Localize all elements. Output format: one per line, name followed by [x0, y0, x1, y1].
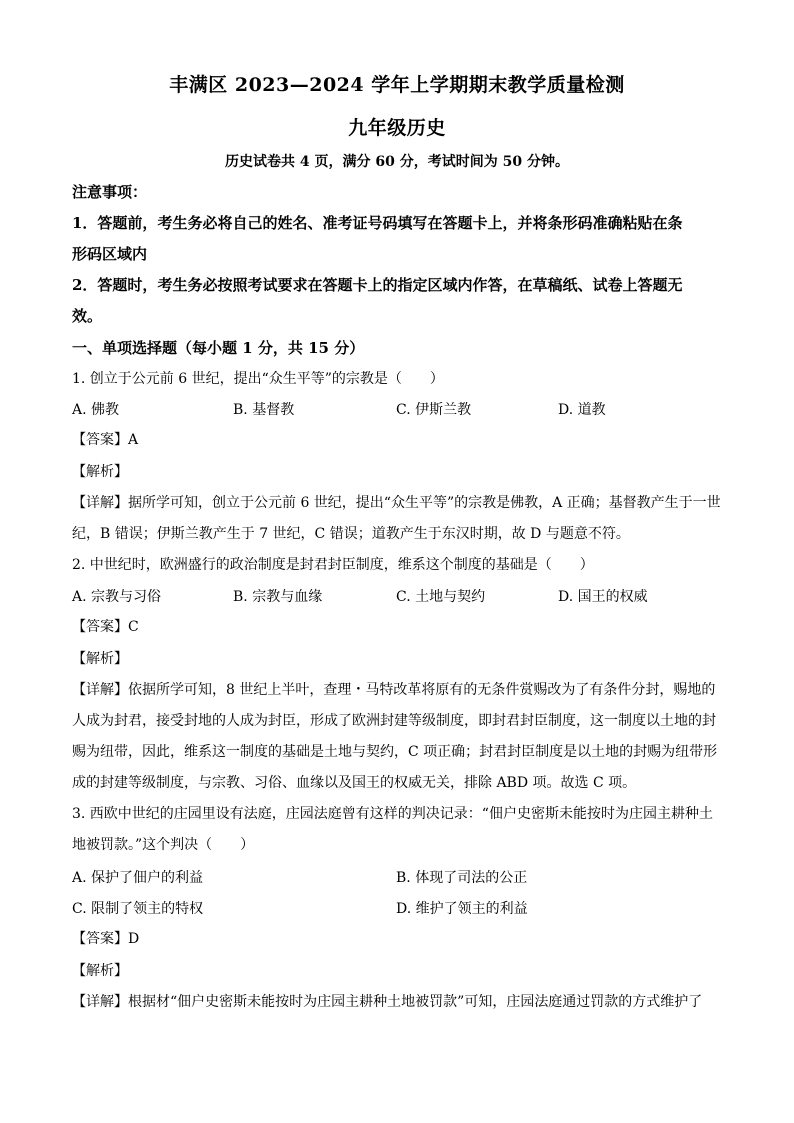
- question-1-option-b: B. 基督教: [233, 402, 295, 418]
- question-1-detail-line-1: 【详解】据所学可知，创立于公元前 6 世纪，提出“众生平等”的宗教是佛教，A 正确；基督教产生于一世: [72, 495, 721, 511]
- question-3-detail-line-1: 【详解】根据材“佃户史密斯未能按时为庄园主耕种土地被罚款”可知，庄园法庭通过罚款的方式维护了: [72, 994, 703, 1010]
- question-2-option-d: D. 国王的权威: [558, 589, 648, 605]
- question-1-detail-line-2: 纪，B 错误；伊斯兰教产生于 7 世纪，C 错误；道教产生于东汉时期，故 D 与题意不符。: [72, 526, 630, 542]
- question-1-option-d: D. 道教: [558, 402, 606, 418]
- question-2-detail-line-1: 【详解】依据所学可知，8 世纪上半叶，查理・马特改革将原有的无条件赏赐改为了有条件分封，赐地的: [72, 682, 716, 698]
- question-2-stem: 2. 中世纪时，欧洲盛行的政治制度是封君封臣制度，维系这个制度的基础是（ ）: [72, 557, 594, 573]
- question-2-answer: 【答案】C: [72, 619, 139, 635]
- question-2-detail-line-4: 成的封建等级制度，与宗教、习俗、血缘以及国王的权威无关，排除 ABD 项。故选 C 项。: [72, 775, 637, 791]
- question-3-option-d: D. 维护了领主的利益: [396, 901, 528, 917]
- question-1-analysis: 【解析】: [72, 464, 128, 480]
- question-2-option-a: A. 宗教与习俗: [72, 589, 162, 605]
- question-3-option-a: A. 保护了佃户的利益: [72, 870, 204, 886]
- exam-title: 丰满区 2023—2024 学年上学期期末教学质量检测: [169, 74, 625, 96]
- notice-item-1-line-1: 1．答题前，考生务必将自己的姓名、准考证号码填写在答题卡上，并将条形码准确粘贴在条: [72, 214, 683, 232]
- question-2-detail-line-3: 赐为纽带，因此，维系这一制度的基础是土地与契约，C 项正确；封君封臣制度是以土地的封赐为纽带形: [72, 744, 718, 760]
- question-3-stem-line-2: 地被罚款。”这个判决（ ）: [72, 837, 255, 853]
- question-1-answer: 【答案】A: [72, 432, 139, 448]
- exam-subject: 九年级历史: [348, 117, 446, 139]
- question-3-answer: 【答案】D: [72, 931, 140, 947]
- question-3-analysis: 【解析】: [72, 963, 128, 979]
- notice-item-2-line-1: 2．答题时，考生务必按照考试要求在答题卡上的指定区域内作答，在草稿纸、试卷上答题无: [72, 276, 683, 294]
- notice-item-2-line-2: 效。: [72, 307, 103, 325]
- question-2-option-b: B. 宗教与血缘: [233, 589, 323, 605]
- question-3-option-c: C. 限制了领主的特权: [72, 901, 204, 917]
- question-2-analysis: 【解析】: [72, 651, 128, 667]
- question-1-stem: 1. 创立于公元前 6 世纪，提出“众生平等”的宗教是（ ）: [72, 371, 444, 387]
- question-1-option-c: C. 伊斯兰教: [396, 402, 472, 418]
- section-heading: 一、单项选择题（每小题 1 分，共 15 分）: [72, 339, 365, 357]
- question-2-option-c: C. 土地与契约: [396, 589, 486, 605]
- question-1-option-a: A. 佛教: [72, 402, 120, 418]
- question-3-option-b: B. 体现了司法的公正: [396, 870, 528, 886]
- exam-info: 历史试卷共 4 页，满分 60 分，考试时间为 50 分钟。: [225, 154, 569, 170]
- notice-heading: 注意事项：: [72, 183, 148, 201]
- notice-item-1-line-2: 形码区域内: [72, 245, 148, 263]
- question-2-detail-line-2: 人成为封君，接受封地的人成为封臣，形成了欧洲封建等级制度，即封君封臣制度，这一制度以土地的封: [72, 713, 716, 729]
- question-3-stem-line-1: 3. 西欧中世纪的庄园里设有法庭，庄园法庭曾有这样的判决记录：“佃户史密斯未能按时为庄园主耕种土: [72, 806, 713, 822]
